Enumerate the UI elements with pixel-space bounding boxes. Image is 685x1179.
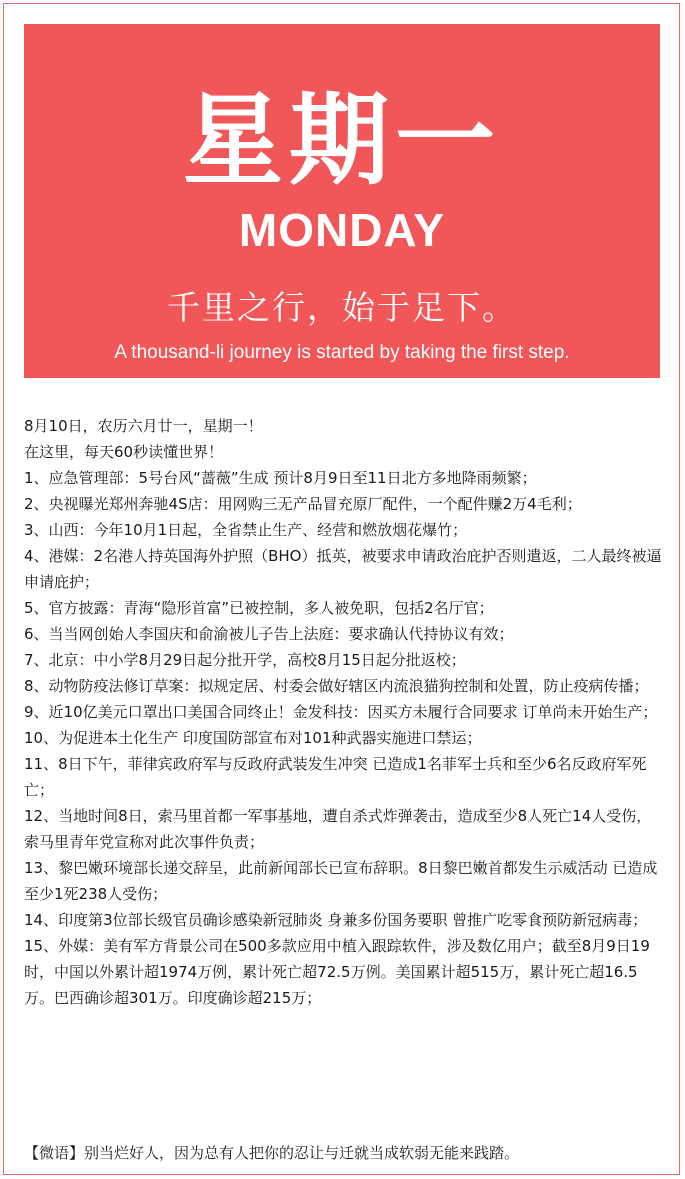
news-item: 15、外媒：美有军方背景公司在500多款应用中植入跟踪软件，涉及数亿用户；截至8月9日19时，中国以外累计超1974万例，累计死亡超72.5万例。美国累计超515万，累计死亡超16.5万。巴西确诊超301万。印度确诊超215万； <box>24 937 650 1007</box>
news-content <box>24 413 664 1011</box>
footer-quote: 【微语】别当烂好人，因为总有人把你的忍让与迁就当成软弱无能来践踏。 <box>24 1144 520 1162</box>
date-line: 8月10日，农历六月廿一，星期一！ <box>24 417 263 435</box>
news-item: 8、动物防疫法修订草案：拟规定居、村委会做好辖区内流浪猫狗控制和处置，防止疫病传播； <box>24 677 649 695</box>
news-item: 6、当当网创始人李国庆和俞渝被儿子告上法庭：要求确认代持协议有效； <box>24 625 514 643</box>
news-item: 12、当地时间8日，索马里首都一军事基地，遭自杀式炸弹袭击，造成至少8人死亡14人受伤，索马里青年党宣称对此次事件负责； <box>24 807 652 851</box>
news-item: 14、印度第3位部长级官员确诊感染新冠肺炎 身兼多份国务要职 曾推广吃零食预防新冠病毒； <box>24 911 648 929</box>
proverb-en: A thousand-li journey is started by taking the first step. <box>114 342 570 363</box>
news-item: 13、黎巴嫩环境部长递交辞呈，此前新闻部长已宣布辞职。8日黎巴嫩首都发生示威活动 已造成至少1死238人受伤； <box>24 859 658 903</box>
weekday-title-zh: 星期一 <box>183 82 501 199</box>
news-item: 4、港媒：2名港人持英国海外护照（BHO）抵英，被要求申请政治庇护否则遣返，二人最终被逼申请庇护； <box>24 547 662 591</box>
news-item: 11、8日下午，菲律宾政府军与反政府武装发生冲突 已造成1名菲军士兵和至少6名反政府军死亡； <box>24 755 647 799</box>
news-item: 5、官方披露：青海“隐形首富”已被控制，多人被免职，包括2名厅官； <box>24 599 494 617</box>
news-item: 7、北京：中小学8月29日起分批开学，高校8月15日起分批返校； <box>24 651 466 669</box>
tagline: 在这里，每天60秒读懂世界！ <box>24 443 224 461</box>
weekday-title-en: MONDAY <box>238 204 446 256</box>
header-banner <box>24 24 660 378</box>
news-item: 10、为促进本土化生产 印度国防部宣布对101种武器实施进口禁运； <box>24 729 482 747</box>
news-item: 9、近10亿美元口罩出口美国合同终止！金发科技：因买方未履行合同要求 订单尚未开始生产； <box>24 703 658 721</box>
news-item: 2、央视曝光郑州奔驰4S店：用网购三无产品冒充原厂配件，一个配件赚2万4毛利； <box>24 495 582 513</box>
news-item: 3、山西：今年10月1日起，全省禁止生产、经营和燃放烟花爆竹； <box>24 521 468 539</box>
news-item: 1、应急管理部：5号台风“蔷薇”生成 预计8月9日至11日北方多地降雨频繁； <box>24 469 537 487</box>
proverb-zh: 千里之行，始于足下。 <box>167 288 517 327</box>
